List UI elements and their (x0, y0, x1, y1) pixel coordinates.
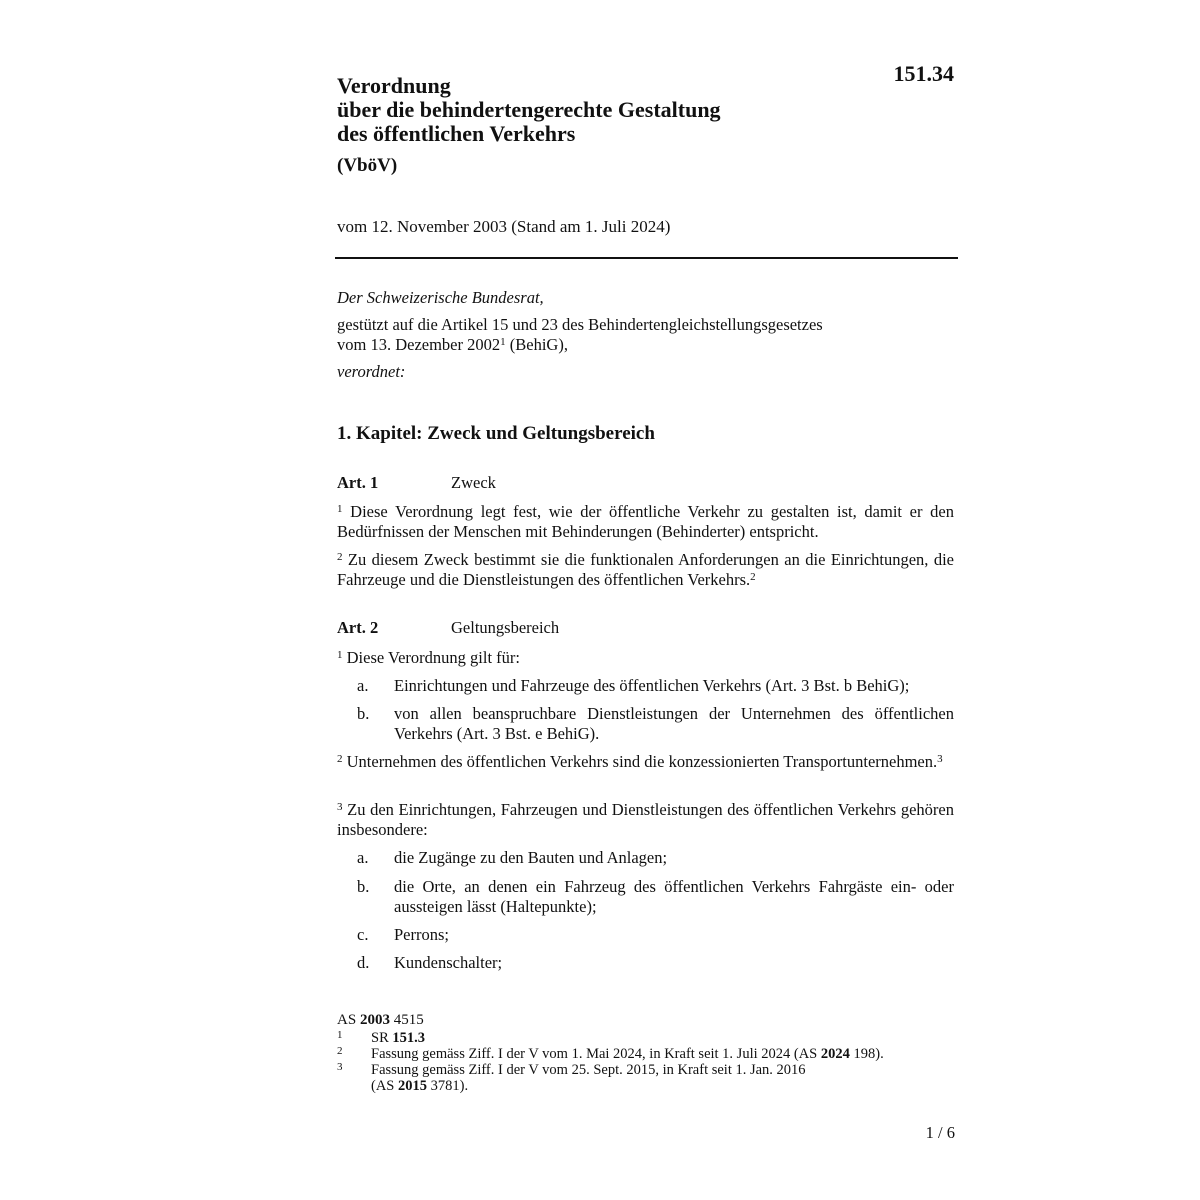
footnote-text (371, 1046, 957, 1062)
list-letter: b. (357, 704, 370, 723)
title-line: über die behindertengerechte Gestaltung (337, 97, 721, 122)
footnote-text-line1: Fassung gemäss Ziff. I der V vom 25. Sept. 2015, in Kraft seit 1. Jan. 2016 (371, 1062, 806, 1078)
footnote-3 (337, 1062, 957, 1094)
footnote-year: 2024 (820, 1046, 850, 1062)
preamble-basis-text: vom 13. Dezember 2002 (337, 335, 501, 354)
list-letter: d. (357, 953, 370, 972)
paragraph-number: 2 (337, 753, 343, 765)
article-number: Art. 2 (337, 618, 379, 637)
footnote-text (371, 1062, 957, 1094)
footnote-number: 3 (337, 1061, 343, 1073)
list-text: von allen beanspruchbare Dienstleistungen der Unternehmen des öffentlichen Verkehrs (Art. 3 Bst. e BehiG). (394, 704, 954, 743)
as-page: 4515 (389, 1012, 424, 1028)
footnote-1 (337, 1030, 957, 1046)
footnote-ref-2[interactable]: 2 (750, 571, 756, 583)
preamble-basis-line2 (337, 335, 954, 355)
footnote-number: 2 (337, 1045, 343, 1057)
article-2-paragraph-2 (337, 752, 954, 772)
footnote-prefix: SR (371, 1030, 393, 1046)
paragraph-text: Zu den Einrichtungen, Fahrzeugen und Dienstleistungen des öffentlichen Verkehrs gehören insbesondere: (337, 800, 954, 839)
list-letter: b. (357, 877, 370, 896)
chapter-heading: 1. Kapitel: Zweck und Geltungsbereich (337, 423, 655, 444)
footnote-text-pre: (AS (371, 1078, 398, 1094)
list-item (357, 925, 954, 945)
as-prefix: AS (337, 1012, 360, 1028)
article-2-paragraph-1 (337, 648, 954, 668)
paragraph-text: Diese Verordnung gilt für: (342, 648, 520, 667)
ordinance-title (337, 74, 721, 146)
article-2-heading (337, 618, 559, 638)
list-text: die Orte, an denen ein Fahrzeug des öffentlichen Verkehrs Fahrgäste ein- oder aussteigen lässt (Haltepunkte); (394, 877, 954, 916)
article-2-paragraph-3 (337, 800, 954, 840)
footnote-year: 2015 (398, 1078, 427, 1094)
footnote-ref-3[interactable]: 3 (937, 753, 943, 765)
list-text: Perrons; (394, 925, 449, 944)
article-1-heading (337, 473, 496, 493)
footnotes (337, 1010, 957, 1094)
footnote-sr-number: 151.3 (392, 1030, 425, 1046)
header-divider (335, 257, 958, 259)
as-year: 2003 (359, 1012, 390, 1028)
paragraph-number: 1 (337, 649, 343, 661)
paragraph-number: 3 (337, 801, 343, 813)
date-line: vom 12. November 2003 (Stand am 1. Juli 2024) (337, 217, 671, 236)
list-text: die Zugänge zu den Bauten und Anlagen; (394, 848, 668, 867)
paragraph-text: Diese Verordnung legt fest, wie der öffentliche Verkehr zu gestalten ist, damit er den Bedürfnissen der Menschen mit Behinderungen (Behinderter) entspricht. (337, 502, 954, 541)
list-text: Einrichtungen und Fahrzeuge des öffentlichen Verkehrs (Art. 3 Bst. b BehiG); (394, 676, 910, 695)
article-title: Geltungsbereich (451, 618, 560, 637)
title-line: des öffentlichen Verkehrs (337, 121, 576, 146)
list-item (357, 848, 954, 868)
as-reference (337, 1010, 957, 1030)
article-1-paragraph-2 (337, 550, 954, 590)
list-item (357, 877, 954, 917)
article-number: Art. 1 (337, 473, 379, 492)
title-line: Verordnung (337, 73, 451, 98)
page-number: 1 / 6 (925, 1123, 955, 1142)
paragraph-text: Zu diesem Zweck bestimmt sie die funktionalen Anforderungen an die Einrichtungen, die Fahrzeuge und die Dienstleistungen des öffentlichen Verkehrs. (337, 550, 954, 589)
article-1-paragraph-1 (337, 502, 954, 542)
sr-number: 151.34 (893, 61, 954, 86)
list-letter: a. (357, 848, 369, 867)
preamble-decree: verordnet: (337, 362, 406, 381)
paragraph-number: 2 (337, 551, 343, 563)
list-item (357, 704, 954, 744)
preamble-basis-suffix: (BehiG), (505, 335, 568, 354)
paragraph-number: 1 (337, 503, 343, 515)
footnote-2 (337, 1046, 957, 1062)
list-text: Kundenschalter; (394, 953, 503, 972)
footnote-number: 1 (337, 1029, 343, 1041)
footnote-text (371, 1030, 957, 1046)
footnote-ref-1[interactable]: 1 (500, 336, 506, 348)
list-item (357, 676, 954, 696)
footnote-text-pre: Fassung gemäss Ziff. I der V vom 1. Mai 2024, in Kraft seit 1. Juli 2024 (AS (371, 1046, 821, 1062)
preamble-authority: Der Schweizerische Bundesrat, (337, 288, 544, 307)
footnote-text-line2 (371, 1078, 957, 1094)
preamble-basis-line1: gestützt auf die Artikel 15 und 23 des Behindertengleichstellungsgesetzes (337, 315, 823, 334)
list-letter: c. (357, 925, 369, 944)
article-title: Zweck (451, 473, 496, 492)
list-letter: a. (357, 676, 369, 695)
list-item (357, 953, 954, 973)
short-title: (VböV) (337, 155, 398, 176)
footnote-text-post: 3781). (427, 1078, 469, 1094)
paragraph-text: Unternehmen des öffentlichen Verkehrs sind die konzessionierten Transportunternehmen. (342, 752, 938, 771)
footnote-text-post: 198). (849, 1046, 884, 1062)
